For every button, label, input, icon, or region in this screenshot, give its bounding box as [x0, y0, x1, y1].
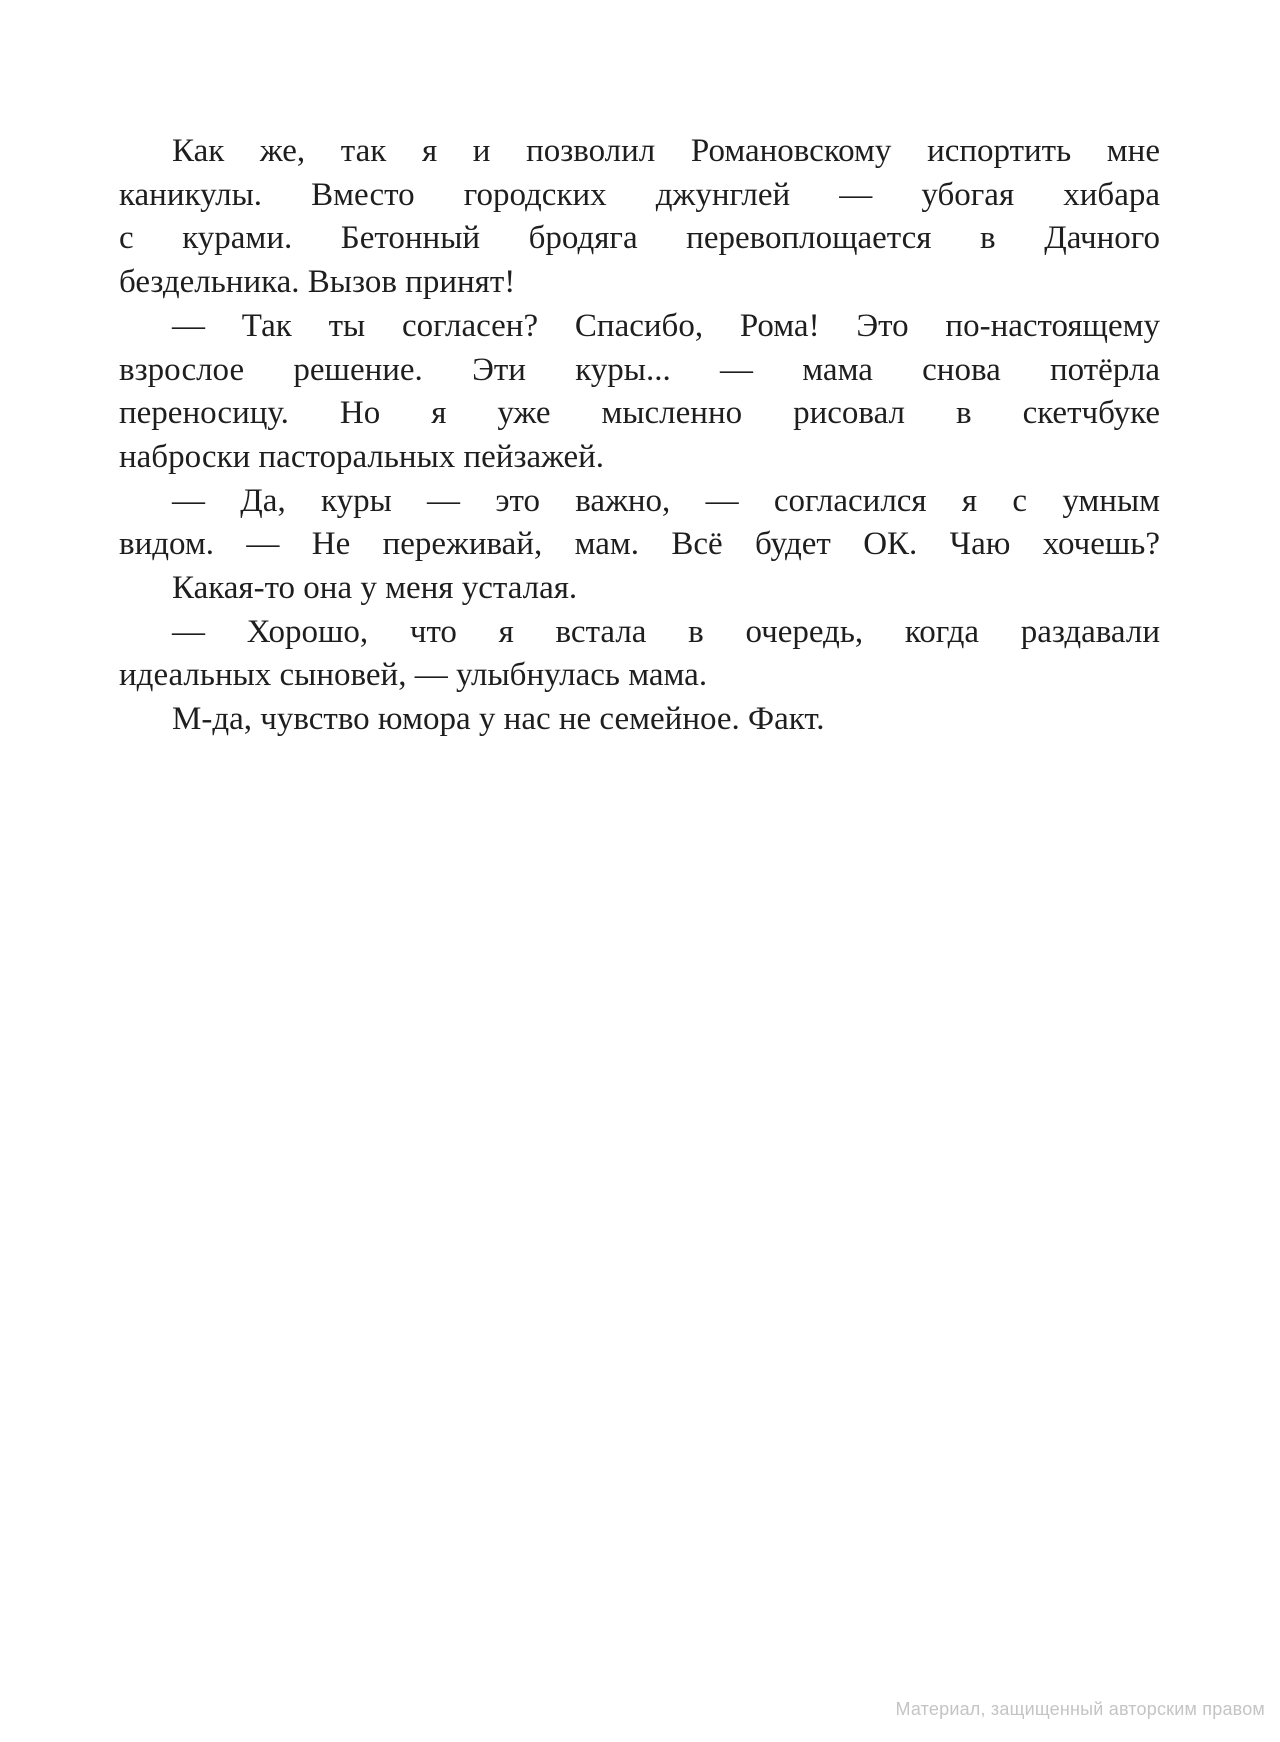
text-line: Какая-то она у меня усталая.: [172, 570, 578, 607]
text-line: каникулы. Вместо городских джунглей — убогая хибара: [119, 176, 1160, 213]
text-line: — Да, куры — это важно, — согласился я с умным: [172, 482, 1160, 519]
page-text-body: [119, 130, 1160, 742]
paragraph: [119, 611, 1160, 698]
text-line: взрослое решение. Эти куры... — мама снова потёрла: [119, 351, 1160, 388]
text-line: Как же, так я и позволил Романовскому испортить мне: [172, 133, 1160, 169]
paragraph: [119, 480, 1160, 567]
text-line: — Так ты согласен? Спасибо, Рома! Это по-настоящему: [172, 307, 1160, 344]
text-line: с курами. Бетонный бродяга перевоплощается в Дачного: [119, 220, 1160, 257]
text-line: видом. — Не переживай, мам. Всё будет ОК. Чаю хочешь?: [119, 526, 1160, 563]
paragraph: [119, 698, 1160, 742]
paragraph: [119, 567, 1160, 611]
paragraph: [119, 130, 1160, 305]
paragraph: [119, 305, 1160, 480]
text-line: переносицу. Но я уже мысленно рисовал в скетчбуке: [119, 395, 1160, 432]
text-line: М-да, чувство юмора у нас не семейное. Факт.: [172, 701, 825, 738]
text-line: — Хорошо, что я встала в очередь, когда раздавали: [172, 613, 1160, 650]
copyright-watermark: Материал, защищенный авторским правом: [895, 1699, 1265, 1719]
text-line: идеальных сыновей, — улыбнулась мама.: [119, 657, 708, 694]
text-line: наброски пасторальных пейзажей.: [119, 438, 605, 475]
text-line: бездельника. Вызов принят!: [119, 264, 516, 301]
